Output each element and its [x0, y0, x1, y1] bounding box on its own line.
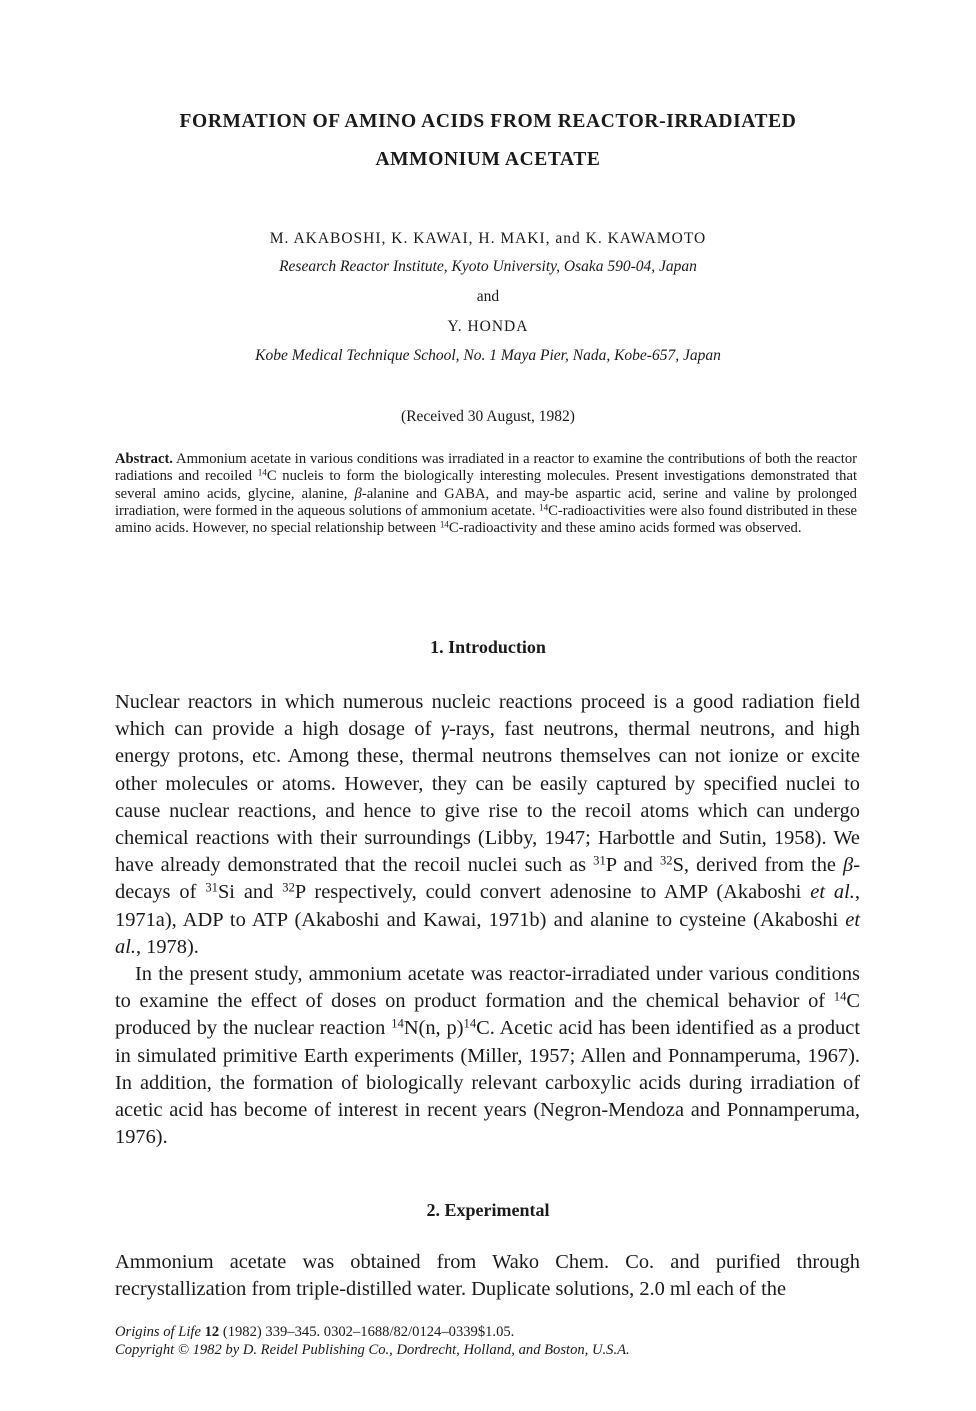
text: Si and	[217, 881, 283, 904]
authors-secondary: Y. HONDA	[447, 318, 529, 335]
et-al: et al.	[115, 908, 860, 958]
received-date: (Received 30 August, 1982)	[401, 408, 575, 425]
superscript: 31	[205, 881, 218, 896]
and-separator: and	[476, 288, 500, 305]
gamma-symbol: γ	[440, 718, 449, 741]
text: , 1971a), ADP to ATP (Akaboshi and Kawai, 1971b) and alanine to cysteine (Akaboshi	[115, 881, 860, 931]
superscript: 14	[391, 1017, 404, 1032]
affiliation-primary: Research Reactor Institute, Kyoto University, Osaka 590-04, Japan	[279, 258, 697, 275]
citation	[115, 1323, 875, 1341]
abstract-text: C-radioactivity and these amino acids formed was observed.	[448, 520, 802, 537]
et-al: et al.	[810, 881, 855, 904]
superscript: 14	[833, 989, 847, 1004]
experimental-body	[115, 1249, 860, 1303]
text: Nuclear reactors in which numerous nucleic reactions proceed is a good radiation field which can provide a high dosage of	[115, 691, 860, 741]
text: -rays, fast neutrons, thermal neutrons, and high energy protons, etc. Among these, thermal neutrons themselves can not ionize or excite other molecules or atoms. However, they can be easily captured by specified nuclei to cause nuclear reactions, and hence to give rise to the recoil atoms which can undergo chemical reactions with their surroundings (Libby, 1947; Harbottle and Sutin, 1958). We have already demonstrated that the recoil nuclei such as	[115, 718, 860, 877]
text: P respectively, could convert adenosine to AMP (Akaboshi	[294, 881, 811, 904]
abstract-label: Abstract.	[115, 451, 173, 467]
text: S, derived from the	[672, 854, 844, 877]
abstract	[115, 451, 857, 537]
section-heading-experimental: 2. Experimental	[426, 1200, 550, 1220]
paragraph	[115, 961, 860, 1151]
text: C produced by the nuclear reaction	[115, 990, 860, 1040]
superscript: 31	[593, 853, 606, 868]
text: In the present study, ammonium acetate was reactor-irradiated under various conditions to examine the effect of doses on product formation and the chemical behavior of	[115, 963, 860, 1013]
volume: 12	[204, 1324, 220, 1340]
section-heading-introduction: 1. Introduction	[430, 637, 546, 657]
authors-primary: M. AKABOSHI, K. KAWAI, H. MAKI, and K. KAWAMOTO	[269, 230, 707, 247]
beta-symbol: β	[843, 854, 854, 877]
citation-details: (1982) 339–345. 0302–1688/82/0124–0339$1.05.	[219, 1324, 515, 1340]
text: C. Acetic acid has been identified as a product in simulated primitive Earth experiments (Miller, 1957; Allen and Ponnamperuma, 1967). In addition, the formation of biologically relevant carboxylic acids during irradiation of acetic acid has become of interest in recent years (Negron-Mendoza and Ponnamperuma, 1976).	[115, 1017, 860, 1149]
superscript: 14	[463, 1017, 477, 1032]
beta-symbol: β	[354, 485, 362, 502]
text: -decays of	[115, 854, 860, 904]
superscript: 14	[539, 502, 549, 513]
footer	[115, 1323, 875, 1359]
superscript: 32	[282, 881, 295, 896]
abstract-text: Ammonium acetate in various conditions was irradiated in a reactor to examine the contributions of both the reactor radiations and recoiled	[115, 451, 857, 485]
journal-name: Origins of Life	[115, 1324, 201, 1340]
abstract-text: -alanine and GABA, and may-be aspartic acid, serine and valine by prolonged irradiation, were formed in the aqueous solutions of ammonium acetate.	[115, 485, 857, 519]
abstract-text: C nucleis to form the biologically interesting molecules. Present investigations demonstrated that several amino acids, glycine, alanine,	[115, 468, 858, 502]
title-line-2: AMMONIUM ACETATE	[375, 149, 601, 170]
superscript: 32	[659, 853, 673, 868]
text: , 1978).	[135, 935, 199, 958]
affiliation-secondary: Kobe Medical Technique School, No. 1 Maya Pier, Nada, Kobe-657, Japan	[255, 347, 721, 364]
text: N(n, p)	[403, 1017, 464, 1040]
paragraph: Ammonium acetate was obtained from Wako Chem. Co. and purified through recrystallization from triple-distilled water. Duplicate solutions, 2.0 ml each of the	[115, 1251, 860, 1301]
superscript: 14	[439, 519, 449, 530]
abstract-text: C-radioactivities were also found distributed in these amino acids. However, no special relationship between	[115, 502, 857, 537]
copyright: Copyright © 1982 by D. Reidel Publishing Co., Dordrecht, Holland, and Boston, U.S.A.	[115, 1342, 630, 1358]
title-line-1: FORMATION OF AMINO ACIDS FROM REACTOR-IRRADIATED	[179, 111, 797, 132]
superscript: 14	[257, 467, 267, 478]
text: P and	[605, 854, 660, 877]
paragraph	[115, 689, 860, 961]
introduction-body	[115, 689, 860, 1151]
